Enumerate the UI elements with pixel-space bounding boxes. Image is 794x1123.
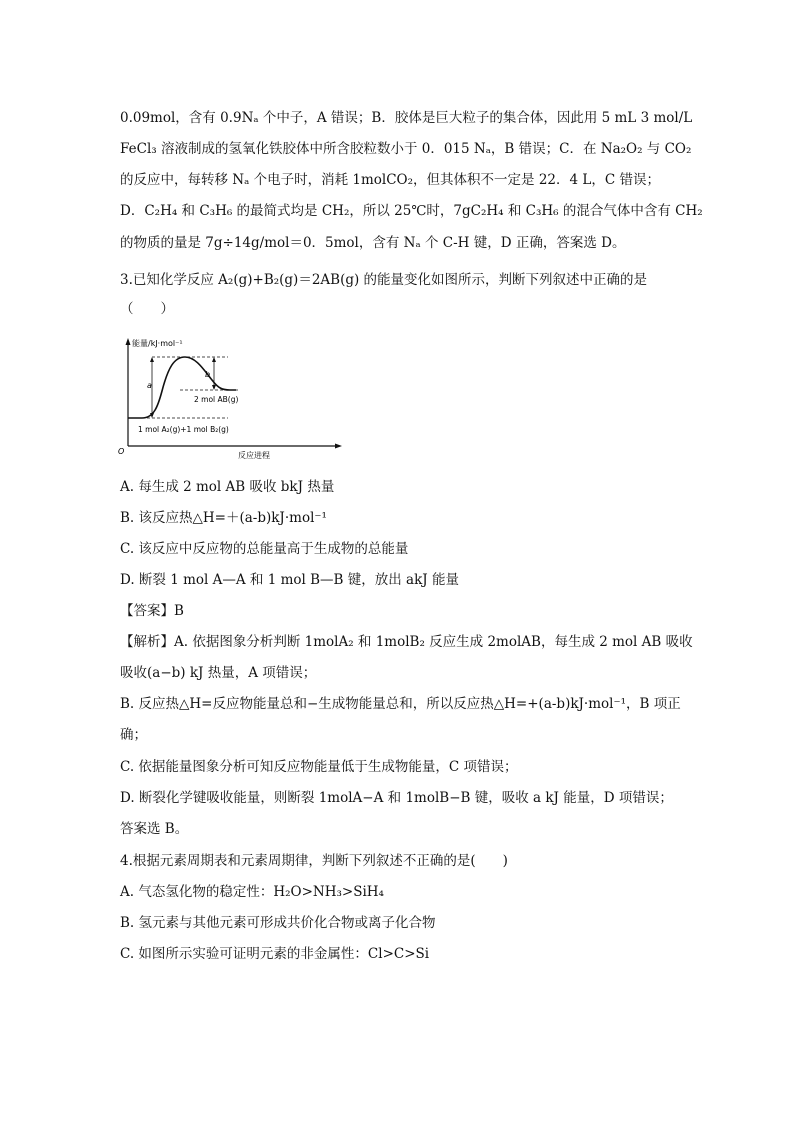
label-a: a [147, 381, 152, 390]
text-line: 0.09mol，含有 0.9Nₐ 个中子，A 错误；B．胶体是巨大粒子的集合体，因此用 5 mL 3 mol/L [120, 110, 693, 126]
reactant-label: 1 mol A₂(g)+1 mol B₂(g) [138, 425, 229, 434]
x-axis-arrow [335, 444, 342, 449]
analysis-line: 确； [120, 727, 147, 743]
analysis-line: C. 依据能量图象分析可知反应物能量低于生成物能量，C 项错误； [120, 759, 518, 775]
energy-curve [128, 357, 239, 418]
energy-diagram [118, 336, 378, 466]
text-line: FeCl₃ 溶液制成的氢氧化铁胶体中所含胶粒数小于 0．015 Nₐ，B 错误；C．在 Na₂O₂ 与 CO₂ [120, 141, 692, 157]
analysis-line: 【解析】A. 依据图象分析判断 1molA₂ 和 1molB₂ 反应生成 2molAB，每生成 2 mol AB 吸收 [120, 634, 693, 650]
analysis-line: D. 断裂化学键吸收能量，则断裂 1molA−A 和 1molB−B 键，吸收 a kJ 能量，D 项错误； [120, 790, 673, 806]
option-b: B. 氢元素与其他元素可形成共价化合物或离子化合物 [120, 915, 436, 931]
text-line: 的反应中，每转移 Nₐ 个电子时，消耗 1molCO₂，但其体积不一定是 22．4 L，C 错误； [120, 172, 660, 188]
y-axis-arrow [126, 338, 131, 345]
y-axis-label: 能量/kJ·mol⁻¹ [132, 339, 183, 348]
option-c: C. 如图所示实验可证明元素的非金属性：Cl>C>Si [120, 946, 430, 962]
answer-blank: （ ） [120, 301, 174, 317]
option-d: D. 断裂 1 mol A—A 和 1 mol B—B 键，放出 akJ 能量 [120, 572, 459, 588]
product-label: 2 mol AB(g) [194, 395, 239, 404]
label-b: b [205, 370, 211, 379]
arrow-a-head-up [150, 357, 154, 362]
option-c: C. 该反应中反应物的总能量高于生成物的总能量 [120, 541, 409, 557]
text-line: D．C₂H₄ 和 C₃H₆ 的最简式均是 CH₂，所以 25℃时，7gC₂H₄ 和 C₃H₆ 的混合气体中含有 CH₂ [120, 203, 703, 219]
answer-line: 【答案】B [120, 603, 184, 619]
question-stem: 3.已知化学反应 A₂(g)+B₂(g)＝2AB(g) 的能量变化如图所示，判断下列叙述中正确的是 [120, 272, 648, 288]
option-a: A. 每生成 2 mol AB 吸收 bkJ 热量 [120, 479, 335, 495]
arrow-b-head-down [212, 385, 216, 390]
option-a: A. 气态氢化物的稳定性：H₂O>NH₃>SiH₄ [120, 884, 384, 900]
analysis-line: 吸收(a−b) kJ 热量，A 项错误； [120, 665, 317, 681]
analysis-line: B. 反应热△H=反应物能量总和−生成物能量总和，所以反应热△H=+(a-b)kJ·mol⁻¹，B 项正 [120, 696, 681, 712]
option-b: B. 该反应热△H=＋(a-b)kJ·mol⁻¹ [120, 510, 327, 526]
origin-label: O [118, 447, 125, 456]
analysis-line: 答案选 B。 [120, 821, 189, 837]
text-line: 的物质的量是 7g÷14g/mol＝0．5mol，含有 Nₐ 个 C-H 键，D 正确，答案选 D。 [120, 235, 626, 251]
arrow-b-head-up [212, 357, 216, 362]
x-axis-label: 反应进程 [238, 451, 270, 460]
question-stem: 4.根据元素周期表和元素周期律，判断下列叙述不正确的是( ) [120, 853, 508, 869]
